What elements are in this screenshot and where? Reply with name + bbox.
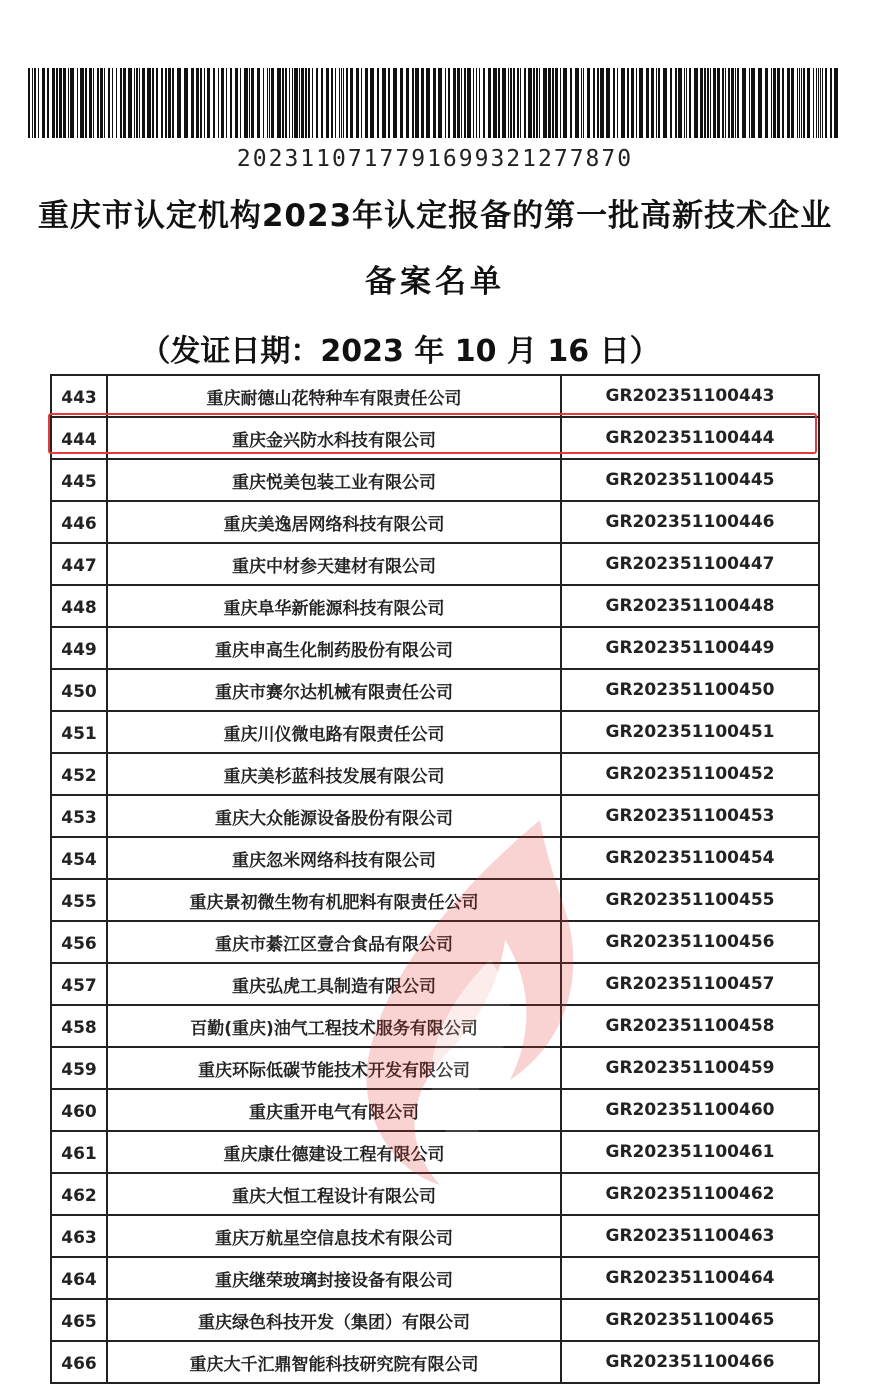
row-number: 458 <box>51 1005 107 1047</box>
company-table <box>50 374 820 1384</box>
row-number: 450 <box>51 669 107 711</box>
certificate-code: GR202351100450 <box>561 669 819 711</box>
company-name: 重庆川仪微电路有限责任公司 <box>107 711 561 753</box>
table-row <box>51 669 819 711</box>
barcode <box>28 68 840 138</box>
certificate-code: GR202351100444 <box>561 417 819 459</box>
certificate-code: GR202351100466 <box>561 1341 819 1383</box>
row-number: 444 <box>51 417 107 459</box>
company-name: 重庆市綦江区壹合食品有限公司 <box>107 921 561 963</box>
table-row <box>51 1131 819 1173</box>
row-number: 459 <box>51 1047 107 1089</box>
certificate-code: GR202351100459 <box>561 1047 819 1089</box>
row-number: 453 <box>51 795 107 837</box>
table-row <box>51 1257 819 1299</box>
certificate-code: GR202351100451 <box>561 711 819 753</box>
table-row <box>51 1173 819 1215</box>
row-number: 461 <box>51 1131 107 1173</box>
table-row <box>51 711 819 753</box>
issue-date: （发证日期：2023 年 10 月 16 日） <box>140 334 660 369</box>
company-name: 重庆耐德山花特种车有限责任公司 <box>107 375 561 417</box>
certificate-code: GR202351100461 <box>561 1131 819 1173</box>
barcode-number: 20231107177916993212778​70 <box>236 146 634 172</box>
certificate-code: GR202351100460 <box>561 1089 819 1131</box>
table-row <box>51 627 819 669</box>
row-number: 455 <box>51 879 107 921</box>
row-number: 451 <box>51 711 107 753</box>
company-name: 百勤(重庆)油气工程技术服务有限公司 <box>107 1005 561 1047</box>
row-number: 464 <box>51 1257 107 1299</box>
row-number: 456 <box>51 921 107 963</box>
company-name: 重庆景初微生物有机肥料有限责任公司 <box>107 879 561 921</box>
certificate-code: GR202351100449 <box>561 627 819 669</box>
company-name: 重庆大恒工程设计有限公司 <box>107 1173 561 1215</box>
company-name: 重庆金兴防水科技有限公司 <box>107 417 561 459</box>
table-row <box>51 585 819 627</box>
document-title: 重庆市认定机构2023年认定报备的第一批高新技术企业 <box>37 198 833 234</box>
row-number: 449 <box>51 627 107 669</box>
table-row <box>51 1089 819 1131</box>
company-name: 重庆弘虎工具制造有限公司 <box>107 963 561 1005</box>
row-number: 446 <box>51 501 107 543</box>
company-name: 重庆环际低碳节能技术开发有限公司 <box>107 1047 561 1089</box>
company-name: 重庆大千汇鼎智能科技研究院有限公司 <box>107 1341 561 1383</box>
table-row <box>51 795 819 837</box>
certificate-code: GR202351100464 <box>561 1257 819 1299</box>
certificate-code: GR202351100448 <box>561 585 819 627</box>
certificate-code: GR202351100462 <box>561 1173 819 1215</box>
row-number: 454 <box>51 837 107 879</box>
company-name: 重庆大众能源设备股份有限公司 <box>107 795 561 837</box>
certificate-code: GR202351100454 <box>561 837 819 879</box>
certificate-code: GR202351100457 <box>561 963 819 1005</box>
company-name: 重庆绿色科技开发（集团）有限公司 <box>107 1299 561 1341</box>
table-row <box>51 753 819 795</box>
table-row <box>51 1215 819 1257</box>
certificate-code: GR202351100443 <box>561 375 819 417</box>
certificate-code: GR202351100463 <box>561 1215 819 1257</box>
company-name: 重庆重开电气有限公司 <box>107 1089 561 1131</box>
certificate-code: GR202351100456 <box>561 921 819 963</box>
table-row <box>51 543 819 585</box>
certificate-code: GR202351100447 <box>561 543 819 585</box>
row-number: 462 <box>51 1173 107 1215</box>
company-name: 重庆美杉蓝科技发展有限公司 <box>107 753 561 795</box>
table-row <box>51 1299 819 1341</box>
row-number: 448 <box>51 585 107 627</box>
table-row <box>51 837 819 879</box>
row-number: 443 <box>51 375 107 417</box>
certificate-code: GR202351100453 <box>561 795 819 837</box>
table-row <box>51 1005 819 1047</box>
table-row <box>51 1047 819 1089</box>
certificate-code: GR202351100452 <box>561 753 819 795</box>
company-name: 重庆康仕德建设工程有限公司 <box>107 1131 561 1173</box>
certificate-code: GR202351100465 <box>561 1299 819 1341</box>
table-row <box>51 375 819 417</box>
row-number: 460 <box>51 1089 107 1131</box>
company-name: 重庆继荣玻璃封接设备有限公司 <box>107 1257 561 1299</box>
company-name: 重庆市赛尔达机械有限责任公司 <box>107 669 561 711</box>
table-row <box>51 879 819 921</box>
table-row <box>51 501 819 543</box>
certificate-code: GR202351100446 <box>561 501 819 543</box>
company-name: 重庆悦美包装工业有限公司 <box>107 459 561 501</box>
company-name: 重庆中材参天建材有限公司 <box>107 543 561 585</box>
company-name: 重庆万航星空信息技术有限公司 <box>107 1215 561 1257</box>
document-subtitle: 备案名单 <box>365 264 505 300</box>
table-row <box>51 963 819 1005</box>
row-number: 463 <box>51 1215 107 1257</box>
row-number: 466 <box>51 1341 107 1383</box>
company-name: 重庆忽米网络科技有限公司 <box>107 837 561 879</box>
company-name: 重庆阜华新能源科技有限公司 <box>107 585 561 627</box>
certificate-code: GR202351100455 <box>561 879 819 921</box>
table-row <box>51 1341 819 1383</box>
company-name: 重庆美逸居网络科技有限公司 <box>107 501 561 543</box>
row-number: 465 <box>51 1299 107 1341</box>
certificate-code: GR202351100445 <box>561 459 819 501</box>
table-row <box>51 417 819 459</box>
company-name: 重庆申高生化制药股份有限公司 <box>107 627 561 669</box>
table-row <box>51 921 819 963</box>
row-number: 447 <box>51 543 107 585</box>
certificate-code: GR202351100458 <box>561 1005 819 1047</box>
row-number: 452 <box>51 753 107 795</box>
row-number: 457 <box>51 963 107 1005</box>
row-number: 445 <box>51 459 107 501</box>
table-row <box>51 459 819 501</box>
